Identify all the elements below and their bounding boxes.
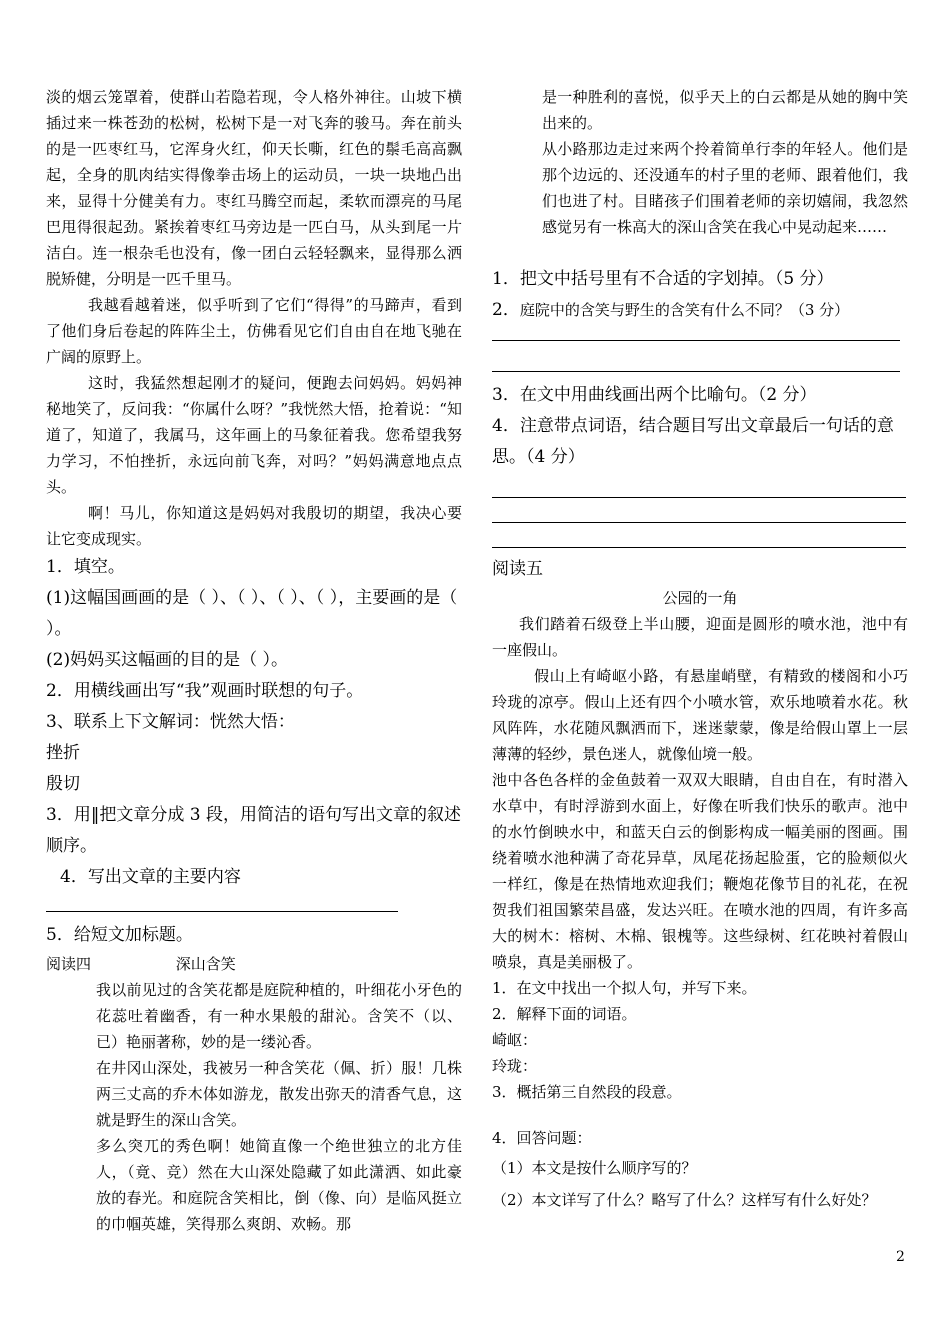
reading-4-paragraph-1: 我以前见过的含笑花都是庭院种植的，叶细花小牙色的花蕊吐着幽香，有一种水果般的甜沁。含笑不（以、已）艳丽著称，妙的是一缕沁香。 — [96, 981, 462, 1051]
word-linglong: 玲珑： — [492, 1057, 538, 1075]
question-1a: (1)这幅国画画的是（ ）、（ ）、（ ）、（ ），主要画的是（ ）。 — [46, 588, 458, 639]
left-column — [46, 84, 462, 1237]
reading-4-body — [46, 977, 462, 1237]
reading-5-title: 公园的一角 — [662, 589, 738, 607]
reading-5-question-4b: （2）本文详写了什么？略写了什么？这样写有什么好处？ — [492, 1191, 877, 1209]
reading-4-question-3: 3．在文中用曲线画出两个比喻句。（2 分） — [492, 385, 817, 405]
answer-line — [492, 522, 906, 523]
word-qiqu: 崎岖： — [492, 1031, 538, 1049]
question-1: 1．填空。 — [46, 557, 125, 577]
question-2-number: 2． — [492, 300, 520, 320]
reading-4-paragraph-2: 在井冈山深处，我被另一种含笑花（佩、折）服！几株两三丈高的乔木体如游龙，散发出弥天的清香气息，这就是野生的深山含笑。 — [96, 1059, 462, 1129]
question-2: 2．用横线画出写“我”观画时联想的句子。 — [46, 681, 364, 701]
question-2-text: 庭院中的含笑与野生的含笑有什么不同？（3 分） — [519, 301, 850, 319]
reading-5-question-2: 2．解释下面的词语。 — [492, 1005, 637, 1023]
reading-5-paragraph-2: 假山上有崎岖小路，有悬崖峭壁，有精致的楼阁和小巧玲珑的凉亭。假山上还有四个小喷水管，欢乐地喷着水花。秋风阵阵，水花随风飘洒而下，迷迷蒙蒙，像是给假山罩上一层薄薄的轻纱，景色迷人，就像仙境一般。 — [492, 667, 908, 763]
reading-4-question-2 — [492, 295, 908, 326]
word-cuozhe: 挫折 — [46, 743, 80, 763]
answer-line — [46, 911, 398, 912]
story-paragraph-2: 我越看越着迷，似乎听到了它们“得得”的马蹄声，看到了他们身后卷起的阵阵尘土，仿佛看见它们自由自在地飞驰在广阔的原野上。 — [46, 296, 462, 366]
question-1b: (2)妈妈买这幅画的目的是（ ）。 — [46, 650, 288, 670]
answer-line — [492, 497, 906, 498]
story-paragraph-4: 啊！马儿，你知道这是妈妈对我殷切的期望，我决心要让它变成现实。 — [46, 504, 462, 548]
reading-4-body-continued — [492, 84, 908, 240]
reading-5-question-4: 4．回答问题： — [492, 1129, 592, 1147]
reading-4-header — [46, 951, 462, 977]
story-paragraph-1: 淡的烟云笼罩着，使群山若隐若现，令人格外神往。山坡下横插过来一株苍劲的松树，松树下是一对飞奔的骏马。奔在前头的是一匹枣红马，它浑身火红，仰天长嘶，红色的鬃毛高高飘起，全身的肌肉结实得像拳击场上的运动员，一块一块地凸出来，显得十分健美有力。枣红马腾空而起，柔软而漂亮的马尾巴甩得很起劲。紧挨着枣红马旁边是一匹白马，从头到尾一片洁白。连一根杂毛也没有，像一团白云轻轻飘来，显得那么洒脱矫健，分明是一匹千里马。 — [46, 88, 462, 288]
reading-5-question-1: 1．在文中找出一个拟人句，并写下来。 — [492, 979, 757, 997]
story-paragraph-3: 这时，我猛然想起刚才的疑问，便跑去问妈妈。妈妈神秘地笑了，反问我：“你属什么呀？”我恍然大悟，抢着说：“知道了，知道了，我属马，这年画上的马象征着我。您希望我努力学习，不怕挫折，永远向前飞奔，对吗？”妈妈满意地点点头。 — [46, 374, 462, 496]
reading-4-paragraph-3-end: 是一种胜利的喜悦，似乎天上的白云都是从她的胸中笑出来的。 — [542, 88, 908, 132]
answer-line — [492, 340, 900, 341]
answer-line — [492, 547, 906, 548]
reading-5-label: 阅读五 — [492, 559, 543, 579]
question-3b: 3．用‖把文章分成 3 段，用简洁的语句写出文章的叙述顺序。 — [46, 805, 461, 856]
question-5: 5．给短文加标题。 — [46, 925, 193, 945]
reading-4-paragraph-3: 多么突兀的秀色啊！她简直像一个绝世独立的北方佳人，（竟、竞）然在大山深处隐藏了如此潇洒、如此豪放的春光。和庭院含笑相比，倒（像、向）是临风挺立的巾帼英雄，笑得那么爽朗、欢畅。那 — [96, 1137, 462, 1233]
right-column — [492, 84, 908, 1215]
question-4: 4．写出文章的主要内容 — [60, 867, 241, 887]
reading-4-question-4: 4．注意带点词语，结合题目写出文章最后一句话的意思。（4 分） — [492, 416, 894, 467]
page-number: 2 — [896, 1249, 905, 1265]
word-yinqie: 殷切 — [46, 774, 80, 794]
reading-4-title: 深山含笑 — [175, 955, 236, 973]
reading-5-question-3: 3．概括第三自然段的段意。 — [492, 1083, 682, 1101]
reading-4-question-1: 1．把文中括号里有不合适的字划掉。（5 分） — [492, 269, 834, 289]
reading-5-question-4a: （1）本文是按什么顺序写的？ — [492, 1159, 697, 1177]
answer-line — [492, 371, 900, 372]
reading-5-paragraph-1: 我们踏着石级登上半山腰，迎面是圆形的喷水池，池中有一座假山。 — [492, 615, 908, 659]
reading-4-paragraph-4: 从小路那边走过来两个拎着简单行李的年轻人。他们是那个边远的、还没通车的村子里的老师、跟着他们，我们也进了村。目睹孩子们围着老师的亲切嬉闹，我忽然感觉另有一株高大的深山含笑在我心中晃动起来…… — [542, 140, 908, 236]
reading-5-paragraph-3: 池中各色各样的金鱼鼓着一双双大眼睛，自由自在，有时潜入水草中，有时浮游到水面上，好像在听我们快乐的歌声。池中的水竹倒映水中，和蓝天白云的倒影构成一幅美丽的图画。围绕着喷水池种满了奇花异草，凤尾花扬起脸蛋，它的脸颊似火一样红，像是在热情地欢迎我们；鞭炮花像节目的礼花，在祝贺我们祖国繁荣昌盛，发达兴旺。在喷水池的四周，有许多高大的树木：榕树、木棉、银槐等。这些绿树、红花映衬着假山喷泉，真是美丽极了。 — [492, 771, 908, 971]
question-3: 3、联系上下文解词：恍然大悟： — [46, 712, 295, 732]
reading-4-label: 阅读四 — [46, 955, 92, 973]
